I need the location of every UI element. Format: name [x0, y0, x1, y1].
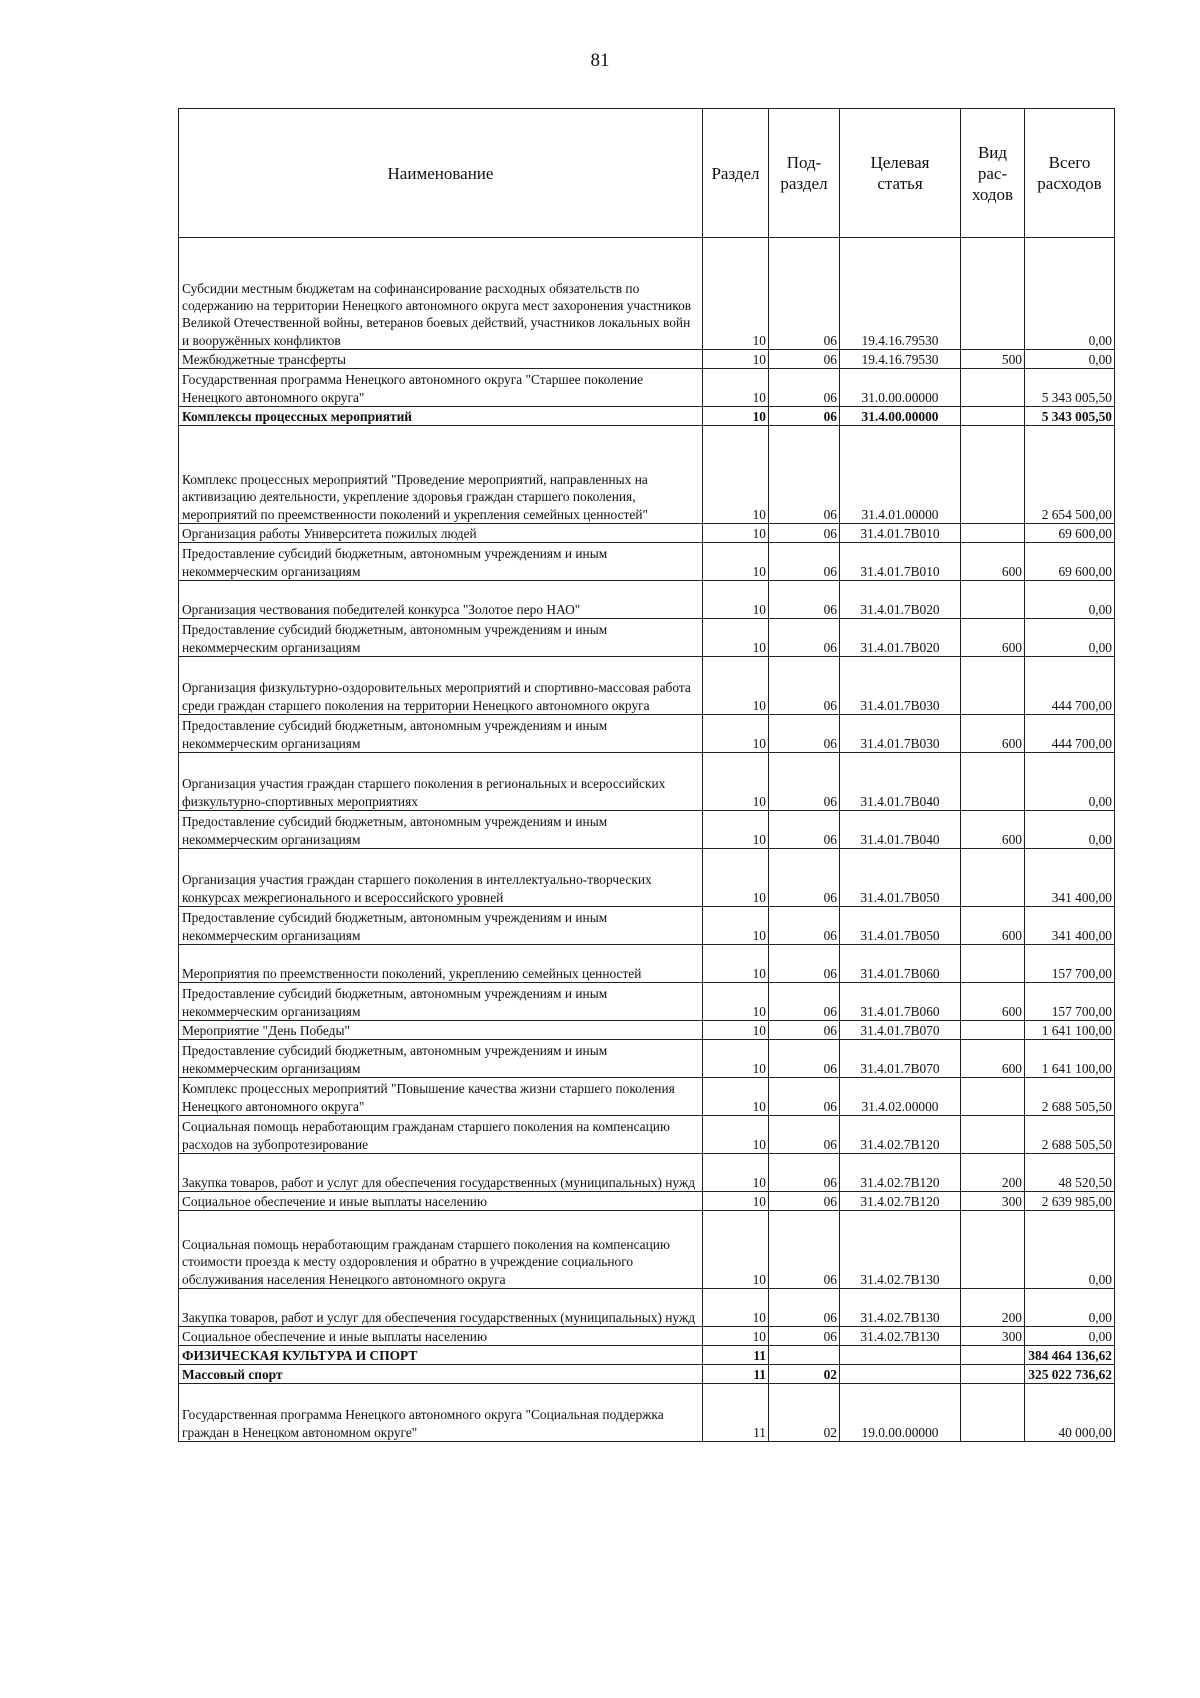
cell-podrazdel: 06: [769, 1021, 840, 1040]
cell-vsego-rashodov: 1 641 100,00: [1025, 1040, 1115, 1078]
cell-vsego-rashodov: 40 000,00: [1025, 1384, 1115, 1442]
cell-vsego-rashodov: 341 400,00: [1025, 907, 1115, 945]
cell-vid-rashodov: [961, 945, 1025, 983]
cell-vsego-rashodov: 2 688 505,50: [1025, 1116, 1115, 1154]
table-row: [179, 983, 1115, 1021]
cell-razdel: 10: [703, 524, 769, 543]
cell-celevaya-statya: 31.4.02.7B130: [840, 1289, 961, 1327]
cell-name: Предоставление субсидий бюджетным, автономным учреждениям и иным некоммерческим организациям: [179, 1040, 703, 1078]
cell-razdel: 10: [703, 407, 769, 426]
cell-razdel: 10: [703, 1327, 769, 1346]
cell-vid-rashodov: 600: [961, 1040, 1025, 1078]
table-row: [179, 1078, 1115, 1116]
table-row: [179, 1346, 1115, 1365]
table-row: [179, 350, 1115, 369]
cell-celevaya-statya: 31.4.01.7B040: [840, 753, 961, 811]
cell-vid-rashodov: [961, 1384, 1025, 1442]
cell-vid-rashodov: 200: [961, 1289, 1025, 1327]
cell-podrazdel: 06: [769, 753, 840, 811]
cell-celevaya-statya: 31.4.01.7B070: [840, 1021, 961, 1040]
cell-podrazdel: 06: [769, 849, 840, 907]
cell-name: Межбюджетные трансферты: [179, 350, 703, 369]
cell-podrazdel: 06: [769, 238, 840, 350]
cell-razdel: 10: [703, 543, 769, 581]
cell-podrazdel: 06: [769, 581, 840, 619]
cell-vsego-rashodov: 444 700,00: [1025, 657, 1115, 715]
cell-name: Государственная программа Ненецкого автономного округа "Старшее поколение Ненецкого автономного округа": [179, 369, 703, 407]
cell-celevaya-statya: 31.4.01.7B020: [840, 581, 961, 619]
cell-vsego-rashodov: 0,00: [1025, 1211, 1115, 1289]
cell-podrazdel: 06: [769, 1040, 840, 1078]
cell-vsego-rashodov: 0,00: [1025, 1289, 1115, 1327]
cell-razdel: 10: [703, 1078, 769, 1116]
cell-podrazdel: 06: [769, 407, 840, 426]
cell-name: Социальное обеспечение и иные выплаты населению: [179, 1327, 703, 1346]
cell-name: Комплексы процессных мероприятий: [179, 407, 703, 426]
cell-vid-rashodov: 300: [961, 1192, 1025, 1211]
cell-vid-rashodov: [961, 369, 1025, 407]
cell-razdel: 10: [703, 1192, 769, 1211]
cell-name: Организация участия граждан старшего поколения в региональных и всероссийских физкультурно-спортивных мероприятиях: [179, 753, 703, 811]
table-row: [179, 1192, 1115, 1211]
cell-podrazdel: 02: [769, 1365, 840, 1384]
cell-podrazdel: 06: [769, 1078, 840, 1116]
cell-name: Социальная помощь неработающим гражданам старшего поколения на компенсацию расходов на зубопротезирование: [179, 1116, 703, 1154]
table-row: [179, 1327, 1115, 1346]
header-name: Наименование: [179, 109, 703, 238]
cell-podrazdel: [769, 1346, 840, 1365]
table-row: [179, 753, 1115, 811]
cell-vsego-rashodov: 48 520,50: [1025, 1154, 1115, 1192]
table-row: [179, 238, 1115, 350]
cell-name: Предоставление субсидий бюджетным, автономным учреждениям и иным некоммерческим организациям: [179, 543, 703, 581]
cell-razdel: 10: [703, 811, 769, 849]
header-podrazdel: Под- раздел: [769, 109, 840, 238]
header-vsego-rashodov: Всего расходов: [1025, 109, 1115, 238]
page-number: 81: [590, 50, 610, 71]
table-row: [179, 1384, 1115, 1442]
cell-name: Предоставление субсидий бюджетным, автономным учреждениям и иным некоммерческим организациям: [179, 811, 703, 849]
cell-vid-rashodov: [961, 1211, 1025, 1289]
cell-name: Мероприятие "День Победы": [179, 1021, 703, 1040]
table-body: [179, 238, 1115, 1442]
cell-name: Субсидии местным бюджетам на софинансирование расходных обязательств по содержанию на территории Ненецкого автономного округа мест захоронения участников Великой Отечественной войны, ветеранов боевых действий, участников локальных войн и вооружённых конфликтов: [179, 238, 703, 350]
table-row: [179, 657, 1115, 715]
cell-podrazdel: 06: [769, 657, 840, 715]
cell-vsego-rashodov: 157 700,00: [1025, 983, 1115, 1021]
cell-name: ФИЗИЧЕСКАЯ КУЛЬТУРА И СПОРТ: [179, 1346, 703, 1365]
cell-podrazdel: 06: [769, 1154, 840, 1192]
cell-podrazdel: 06: [769, 350, 840, 369]
table-row: [179, 407, 1115, 426]
table-row: [179, 1154, 1115, 1192]
cell-name: Организация чествования победителей конкурса "Золотое перо НАО": [179, 581, 703, 619]
cell-vid-rashodov: [961, 238, 1025, 350]
cell-celevaya-statya: 31.4.01.7B010: [840, 543, 961, 581]
cell-vsego-rashodov: 2 688 505,50: [1025, 1078, 1115, 1116]
cell-vsego-rashodov: 5 343 005,50: [1025, 369, 1115, 407]
cell-podrazdel: 06: [769, 543, 840, 581]
cell-vsego-rashodov: 325 022 736,62: [1025, 1365, 1115, 1384]
cell-podrazdel: 06: [769, 1327, 840, 1346]
table-row: [179, 1040, 1115, 1078]
cell-celevaya-statya: 31.4.02.7B120: [840, 1154, 961, 1192]
cell-razdel: 10: [703, 1116, 769, 1154]
cell-vid-rashodov: 600: [961, 907, 1025, 945]
cell-razdel: 10: [703, 849, 769, 907]
table-row: [179, 715, 1115, 753]
cell-vsego-rashodov: 384 464 136,62: [1025, 1346, 1115, 1365]
cell-name: Мероприятия по преемственности поколений, укреплению семейных ценностей: [179, 945, 703, 983]
cell-vid-rashodov: 200: [961, 1154, 1025, 1192]
budget-table: [178, 108, 1115, 1442]
cell-razdel: 10: [703, 350, 769, 369]
table-row: [179, 1289, 1115, 1327]
cell-celevaya-statya: 31.4.01.7B030: [840, 657, 961, 715]
cell-vsego-rashodov: 2 639 985,00: [1025, 1192, 1115, 1211]
table-header: [179, 109, 1115, 238]
table-row: [179, 811, 1115, 849]
cell-celevaya-statya: 31.4.01.7B030: [840, 715, 961, 753]
cell-celevaya-statya: [840, 1365, 961, 1384]
cell-celevaya-statya: 31.4.02.7B120: [840, 1192, 961, 1211]
cell-razdel: 10: [703, 619, 769, 657]
cell-vid-rashodov: 600: [961, 619, 1025, 657]
cell-name: Государственная программа Ненецкого автономного округа "Социальная поддержка граждан в Ненецком автономном округе": [179, 1384, 703, 1442]
cell-celevaya-statya: 31.4.02.00000: [840, 1078, 961, 1116]
cell-celevaya-statya: 31.4.01.7B050: [840, 907, 961, 945]
cell-name: Организация работы Университета пожилых людей: [179, 524, 703, 543]
table-row: [179, 426, 1115, 524]
cell-razdel: 11: [703, 1365, 769, 1384]
cell-razdel: 10: [703, 238, 769, 350]
cell-vid-rashodov: [961, 1021, 1025, 1040]
cell-podrazdel: 06: [769, 945, 840, 983]
cell-vid-rashodov: 600: [961, 811, 1025, 849]
cell-name: Предоставление субсидий бюджетным, автономным учреждениям и иным некоммерческим организациям: [179, 907, 703, 945]
cell-celevaya-statya: 31.4.01.7B060: [840, 945, 961, 983]
header-vid-rashodov: Вид рас- ходов: [961, 109, 1025, 238]
cell-podrazdel: 06: [769, 369, 840, 407]
cell-celevaya-statya: 31.4.00.00000: [840, 407, 961, 426]
cell-celevaya-statya: 31.4.02.7B130: [840, 1211, 961, 1289]
cell-name: Комплекс процессных мероприятий "Повышение качества жизни старшего поколения Ненецкого автономного округа": [179, 1078, 703, 1116]
cell-podrazdel: 06: [769, 1289, 840, 1327]
table-row: [179, 1021, 1115, 1040]
cell-podrazdel: 06: [769, 811, 840, 849]
cell-razdel: 10: [703, 1211, 769, 1289]
cell-razdel: 11: [703, 1346, 769, 1365]
cell-razdel: 10: [703, 753, 769, 811]
table-row: [179, 543, 1115, 581]
cell-celevaya-statya: 31.4.01.7B040: [840, 811, 961, 849]
cell-celevaya-statya: 19.4.16.79530: [840, 350, 961, 369]
cell-celevaya-statya: 19.4.16.79530: [840, 238, 961, 350]
cell-name: Предоставление субсидий бюджетным, автономным учреждениям и иным некоммерческим организациям: [179, 619, 703, 657]
header-celevaya-statya: Целевая статья: [840, 109, 961, 238]
cell-razdel: 10: [703, 657, 769, 715]
cell-vid-rashodov: [961, 524, 1025, 543]
cell-vsego-rashodov: 157 700,00: [1025, 945, 1115, 983]
table-row: [179, 1211, 1115, 1289]
cell-vid-rashodov: [961, 426, 1025, 524]
cell-vid-rashodov: [961, 1078, 1025, 1116]
cell-name: Закупка товаров, работ и услуг для обеспечения государственных (муниципальных) нужд: [179, 1289, 703, 1327]
cell-vsego-rashodov: 0,00: [1025, 811, 1115, 849]
cell-podrazdel: 06: [769, 1116, 840, 1154]
cell-razdel: 10: [703, 426, 769, 524]
cell-name: Предоставление субсидий бюджетным, автономным учреждениям и иным некоммерческим организациям: [179, 715, 703, 753]
cell-vsego-rashodov: 0,00: [1025, 753, 1115, 811]
cell-vid-rashodov: 300: [961, 1327, 1025, 1346]
cell-podrazdel: 06: [769, 983, 840, 1021]
cell-celevaya-statya: 31.4.01.7B020: [840, 619, 961, 657]
cell-razdel: 10: [703, 1040, 769, 1078]
cell-vsego-rashodov: 0,00: [1025, 1327, 1115, 1346]
cell-vid-rashodov: 600: [961, 715, 1025, 753]
cell-vid-rashodov: [961, 407, 1025, 426]
cell-celevaya-statya: 31.4.01.7B060: [840, 983, 961, 1021]
cell-name: Комплекс процессных мероприятий "Проведение мероприятий, направленных на активизацию деятельности, укрепление здоровья граждан старшего поколения, мероприятий по преемственности поколений и укрепления семейных ценностей": [179, 426, 703, 524]
table-row: [179, 945, 1115, 983]
cell-celevaya-statya: 31.4.01.7B010: [840, 524, 961, 543]
cell-vid-rashodov: [961, 849, 1025, 907]
table-row: [179, 1116, 1115, 1154]
cell-vsego-rashodov: 69 600,00: [1025, 524, 1115, 543]
table-row: [179, 581, 1115, 619]
cell-name: Массовый спорт: [179, 1365, 703, 1384]
cell-vsego-rashodov: 2 654 500,00: [1025, 426, 1115, 524]
cell-name: Социальная помощь неработающим гражданам старшего поколения на компенсацию стоимости проезда к месту оздоровления и обратно в учреждение социального обслуживания населения Ненецкого автономного округа: [179, 1211, 703, 1289]
cell-celevaya-statya: 31.4.01.00000: [840, 426, 961, 524]
table-row: [179, 849, 1115, 907]
cell-razdel: 10: [703, 1021, 769, 1040]
table-row: [179, 907, 1115, 945]
cell-podrazdel: 02: [769, 1384, 840, 1442]
cell-vid-rashodov: [961, 1116, 1025, 1154]
table-row: [179, 524, 1115, 543]
cell-vid-rashodov: [961, 1365, 1025, 1384]
cell-podrazdel: 06: [769, 907, 840, 945]
cell-razdel: 10: [703, 983, 769, 1021]
cell-razdel: 10: [703, 907, 769, 945]
cell-celevaya-statya: 31.4.02.7B120: [840, 1116, 961, 1154]
cell-vsego-rashodov: 69 600,00: [1025, 543, 1115, 581]
cell-celevaya-statya: [840, 1346, 961, 1365]
cell-vid-rashodov: 600: [961, 543, 1025, 581]
cell-name: Социальное обеспечение и иные выплаты населению: [179, 1192, 703, 1211]
cell-vsego-rashodov: 5 343 005,50: [1025, 407, 1115, 426]
cell-podrazdel: 06: [769, 715, 840, 753]
cell-podrazdel: 06: [769, 426, 840, 524]
cell-razdel: 10: [703, 945, 769, 983]
cell-celevaya-statya: 31.0.00.00000: [840, 369, 961, 407]
cell-vsego-rashodov: 0,00: [1025, 581, 1115, 619]
cell-razdel: 10: [703, 369, 769, 407]
cell-name: Предоставление субсидий бюджетным, автономным учреждениям и иным некоммерческим организациям: [179, 983, 703, 1021]
cell-vid-rashodov: [961, 753, 1025, 811]
cell-vsego-rashodov: 0,00: [1025, 619, 1115, 657]
table-row: [179, 1365, 1115, 1384]
cell-razdel: 10: [703, 715, 769, 753]
cell-podrazdel: 06: [769, 1192, 840, 1211]
cell-razdel: 10: [703, 1289, 769, 1327]
cell-name: Организация физкультурно-оздоровительных мероприятий и спортивно-массовая работа среди граждан старшего поколения на территории Ненецкого автономного округа: [179, 657, 703, 715]
cell-razdel: 10: [703, 581, 769, 619]
cell-vsego-rashodov: 341 400,00: [1025, 849, 1115, 907]
cell-vid-rashodov: [961, 1346, 1025, 1365]
cell-vsego-rashodov: 0,00: [1025, 238, 1115, 350]
cell-name: Организация участия граждан старшего поколения в интеллектуально-творческих конкурсах межрегионального и всероссийского уровней: [179, 849, 703, 907]
cell-podrazdel: 06: [769, 524, 840, 543]
cell-vsego-rashodov: 0,00: [1025, 350, 1115, 369]
cell-vid-rashodov: [961, 581, 1025, 619]
cell-name: Закупка товаров, работ и услуг для обеспечения государственных (муниципальных) нужд: [179, 1154, 703, 1192]
cell-podrazdel: 06: [769, 619, 840, 657]
table-row: [179, 369, 1115, 407]
cell-vid-rashodov: [961, 657, 1025, 715]
cell-vid-rashodov: 500: [961, 350, 1025, 369]
cell-vsego-rashodov: 1 641 100,00: [1025, 1021, 1115, 1040]
cell-podrazdel: 06: [769, 1211, 840, 1289]
cell-razdel: 11: [703, 1384, 769, 1442]
cell-celevaya-statya: 19.0.00.00000: [840, 1384, 961, 1442]
table-row: [179, 619, 1115, 657]
cell-celevaya-statya: 31.4.01.7B050: [840, 849, 961, 907]
cell-vsego-rashodov: 444 700,00: [1025, 715, 1115, 753]
cell-vid-rashodov: 600: [961, 983, 1025, 1021]
cell-celevaya-statya: 31.4.02.7B130: [840, 1327, 961, 1346]
cell-razdel: 10: [703, 1154, 769, 1192]
cell-celevaya-statya: 31.4.01.7B070: [840, 1040, 961, 1078]
header-razdel: Раздел: [703, 109, 769, 238]
